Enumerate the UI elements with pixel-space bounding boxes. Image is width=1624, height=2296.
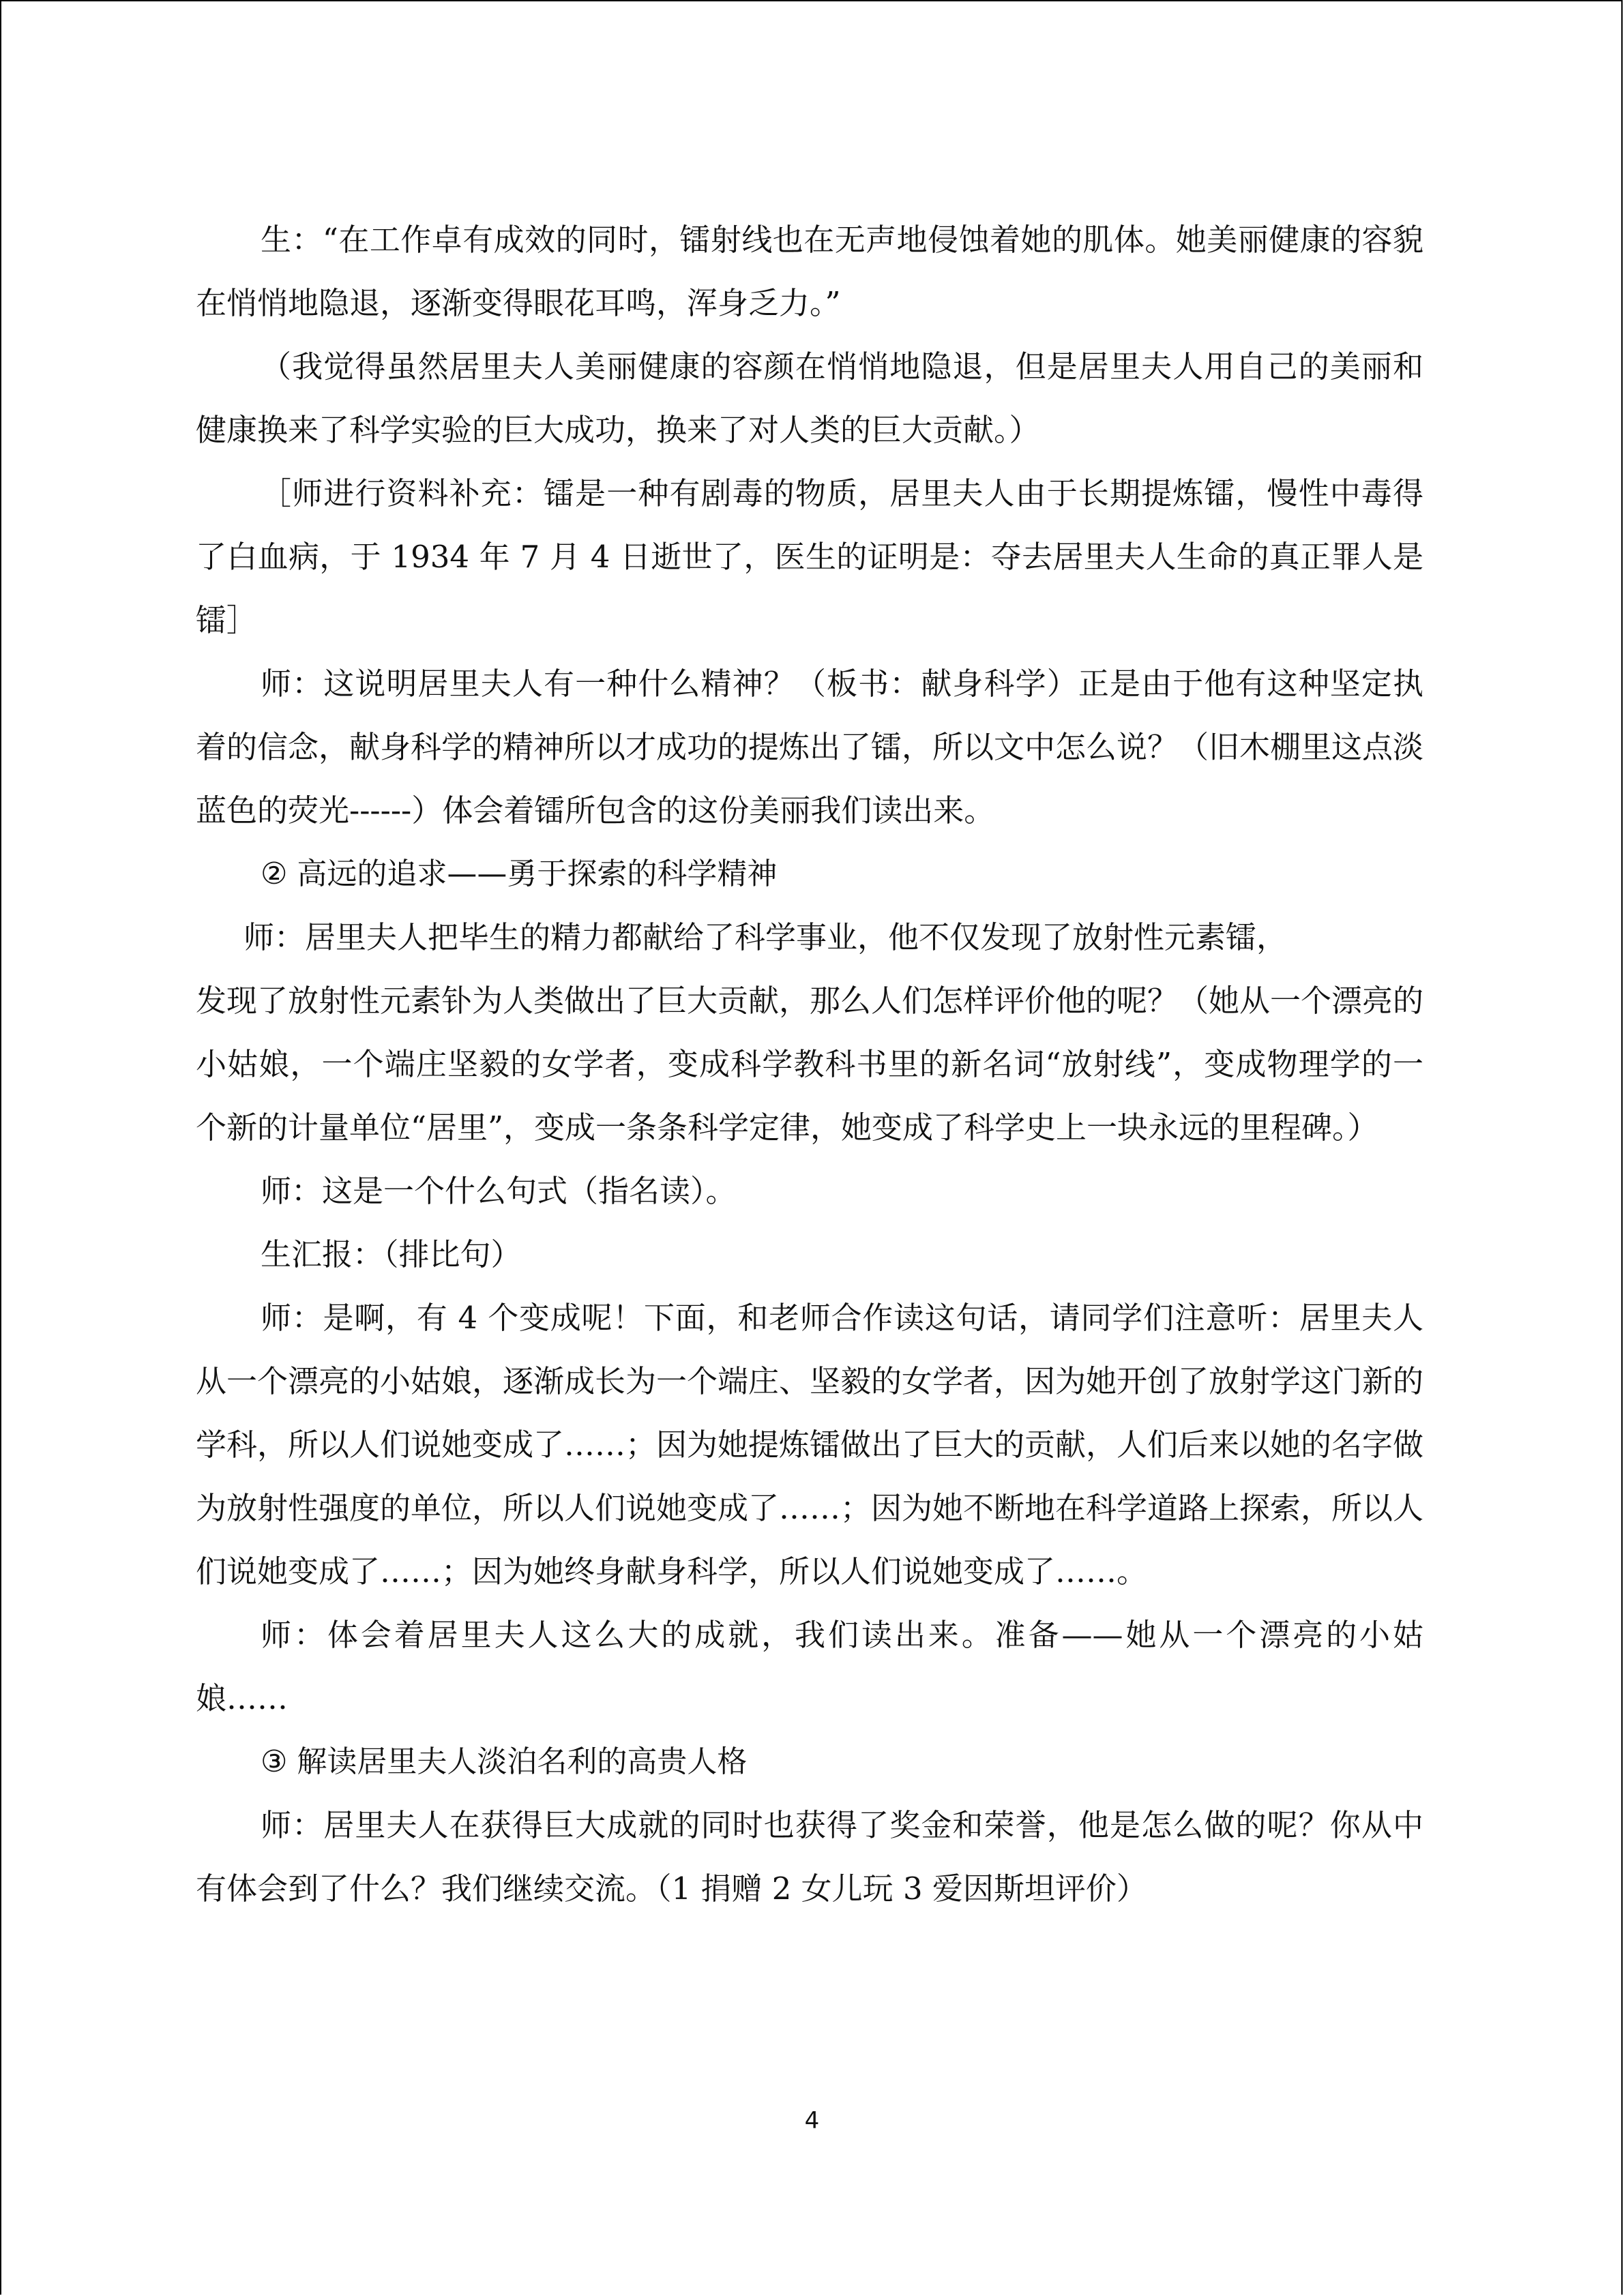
paragraph-teacher-evaluation: 发现了放射性元素钋为人类做出了巨大贡献，那么人们怎样评价他的呢？（她从一个漂亮的小姑娘，一个端庄坚毅的女学者，变成科学教科书里的新名词“放射线”，变成物理学的一个新的计量单位“居里”，变成一条条科学定律，她变成了科学史上一块永远的里程碑。） xyxy=(196,983,1424,1146)
paragraph-sentence-type: 师：这是一个什么句式（指名读）。 xyxy=(261,1173,737,1209)
paragraph-student-report: 生汇报：（排比句） xyxy=(261,1236,522,1272)
page-number: 4 xyxy=(804,2107,820,2134)
paragraph-teacher-evaluation-first-line: 师：居里夫人把毕生的精力都献给了科学事业，他不仅发现了放射性元素镭， xyxy=(243,919,1288,955)
paragraph-student-quote: 生：“在工作卓有成效的同时，镭射线也在无声地侵蚀着她的肌体。她美丽健康的容貌在悄悄地隐退，逐渐变得眼花耳鸣，浑身乏力。” xyxy=(196,222,1423,321)
paragraph-teacher-spirit: 师：这说明居里夫人有一种什么精神？（板书：献身科学）正是由于他有这种坚定执着的信念，献身科学的精神所以才成功的提炼出了镭，所以文中怎么说？（旧木棚里这点淡蓝色的荧光------）体会着镭所包含的这份美丽我们读出来。 xyxy=(196,666,1424,829)
document-body xyxy=(196,208,1423,1920)
section-heading-2: ② 高远的追求——勇于探索的科学精神 xyxy=(261,856,778,891)
paragraph-cooperative-reading: 师：是啊，有 4 个变成呢！下面，和老师合作读这句话，请同学们注意听：居里夫人从一个漂亮的小姑娘，逐渐成长为一个端庄、坚毅的女学者，因为她开创了放射学这门新的学科，所以人们说她变成了……；因为她提炼镭做出了巨大的贡献，人们后来以她的名字做为放射性强度的单位，所以人们说她变成了……；因为她不断地在科学道路上探索，所以人们说她变成了……；因为她终身献身科学，所以人们说她变成了……。 xyxy=(196,1300,1424,1590)
paragraph-read-aloud: 师：体会着居里夫人这么大的成就，我们读出来。准备——她从一个漂亮的小姑娘…… xyxy=(196,1617,1423,1716)
paragraph-honor-discussion: 师：居里夫人在获得巨大成就的同时也获得了奖金和荣誉，他是怎么做的呢？你从中有体会到了什么？我们继续交流。（1 捐赠 2 女儿玩 3 爱因斯坦评价） xyxy=(196,1807,1423,1907)
section-heading-3: ③ 解读居里夫人淡泊名利的高贵人格 xyxy=(261,1744,748,1779)
paragraph-reflection: （我觉得虽然居里夫人美丽健康的容颜在悄悄地隐退，但是居里夫人用自己的美丽和健康换来了科学实验的巨大成功，换来了对人类的巨大贡献。） xyxy=(196,348,1423,448)
paragraph-teacher-supplement: ［师进行资料补充：镭是一种有剧毒的物质，居里夫人由于长期提炼镭，慢性中毒得了白血病，于 1934 年 7 月 4 日逝世了，医生的证明是：夺去居里夫人生命的真正罪人是镭］ xyxy=(196,475,1423,638)
